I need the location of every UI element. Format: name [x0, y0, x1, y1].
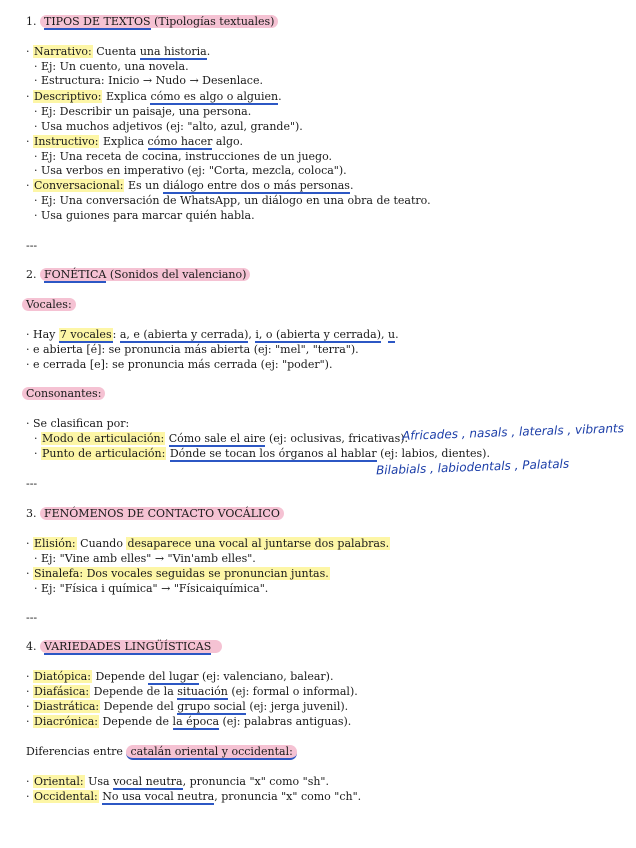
- modo-line: · Modo de articulación: Cómo sale el aire (ej: oclusivas, fricativas).: [34, 432, 409, 445]
- section-title-highlight: [40, 268, 250, 281]
- section-1-heading: [26, 15, 278, 29]
- vocales-line: · Hay 7 vocales: a, e (abierta y cerrada), i, o (abierta y cerrada), u.: [26, 328, 399, 341]
- separator: ---: [26, 239, 38, 252]
- highlighted-phrase: catalán oriental y occidental:: [126, 745, 296, 760]
- diferencias-line: Diferencias entre catalán oriental y occidental:: [26, 745, 297, 759]
- section-number: 1.: [26, 15, 37, 28]
- underlined-phrase: u: [388, 328, 396, 341]
- separator: ---: [26, 611, 38, 624]
- section-title-highlight: [40, 640, 222, 653]
- list-item: · Ej: Una receta de cocina, instrucciones de un juego.: [34, 150, 332, 163]
- diatopica-line: · Diatópica: Depende del lugar (ej: valenciano, balear).: [26, 670, 334, 683]
- underlined-phrase: a, e (abierta y cerrada): [119, 328, 249, 341]
- narrativo-line: · Narrativo: Cuenta una historia.: [26, 45, 211, 58]
- section-title: VARIEDADES LINGÜÍSTICAS: [44, 640, 212, 653]
- narrativo-label: Narrativo:: [34, 45, 92, 58]
- section-title: FONÉTICA: [44, 268, 107, 281]
- section-subtitle: (Tipologías textuales): [154, 15, 275, 28]
- sinalefa-line: · Sinalefa: Dos vocales seguidas se pronuncian juntas.: [26, 567, 329, 580]
- underlined-phrase: situación: [177, 685, 228, 698]
- section-number: 2.: [26, 268, 37, 281]
- modo-label: Modo de articulación:: [42, 432, 165, 445]
- consonantes-heading: Consonantes:: [22, 387, 105, 401]
- punto-line: · Punto de articulación: Dónde se tocan los órganos al hablar (ej: labios, dientes).: [34, 447, 490, 460]
- elision-label: Elisión:: [34, 537, 76, 550]
- section-title-highlight: [40, 507, 284, 520]
- list-item: · Ej: "Física i química" → "Físicaiquímica".: [34, 582, 269, 595]
- list-item: · Ej: Describir un paisaje, una persona.: [34, 105, 252, 118]
- instructivo-label: Instructivo:: [34, 135, 99, 148]
- handwritten-note-modo: Africades , nasals , laterals , vibrants: [401, 421, 625, 443]
- section-number: 3.: [26, 507, 37, 520]
- oriental-line: · Oriental: Usa vocal neutra, pronuncia "x" como "sh".: [26, 775, 329, 788]
- section-2-heading: [26, 268, 250, 282]
- underlined-phrase: cómo es algo o alguien: [150, 90, 279, 103]
- underlined-phrase: diálogo entre dos o más personas: [162, 179, 350, 192]
- underlined-phrase: Dónde se tocan los órganos al hablar: [169, 447, 377, 460]
- section-number: 4.: [26, 640, 37, 653]
- section-title: TIPOS DE TEXTOS: [44, 15, 151, 28]
- diacronica-line: · Diacrónica: Depende de la época (ej: palabras antiguas).: [26, 715, 352, 728]
- underlined-phrase: cómo hacer: [147, 135, 213, 148]
- occidental-line: · Occidental: No usa vocal neutra, pronuncia "x" como "ch".: [26, 790, 362, 803]
- diacronica-label: Diacrónica:: [34, 715, 98, 728]
- handwritten-note-punto: Bilabials , labiodentals , Palatals: [375, 456, 570, 478]
- list-item: · Usa guiones para marcar quién habla.: [34, 209, 255, 222]
- diafasica-label: Diafásica:: [34, 685, 90, 698]
- underlined-phrase: del lugar: [148, 670, 199, 683]
- section-4-heading: [26, 640, 222, 654]
- oriental-label: Oriental:: [34, 775, 84, 788]
- separator: ---: [26, 477, 38, 490]
- descriptivo-label: Descriptivo:: [34, 90, 102, 103]
- descriptivo-line: · Descriptivo: Explica cómo es algo o alguien.: [26, 90, 282, 103]
- conversacional-line: · Conversacional: Es un diálogo entre dos o más personas.: [26, 179, 354, 192]
- section-title: FENÓMENOS DE CONTACTO VOCÁLICO: [44, 507, 280, 520]
- diatopica-label: Diatópica:: [34, 670, 91, 683]
- sinalefa-label: Sinalefa: Dos vocales seguidas se pronuncian juntas.: [34, 567, 329, 580]
- highlighted-phrase: 7 vocales: [59, 328, 112, 341]
- section-subtitle: (Sonidos del valenciano): [109, 268, 247, 281]
- diafasica-line: · Diafásica: Depende de la situación (ej: formal o informal).: [26, 685, 358, 698]
- instructivo-line: · Instructivo: Explica cómo hacer algo.: [26, 135, 243, 148]
- conversacional-label: Conversacional:: [34, 179, 124, 192]
- section-title-highlight: [40, 15, 278, 28]
- list-item: · Ej: Una conversación de WhatsApp, un diálogo en una obra de teatro.: [34, 194, 431, 207]
- underlined-phrase: la época: [172, 715, 220, 728]
- highlighted-phrase: Dos vocales seguidas se pronuncian juntas.: [86, 567, 329, 580]
- underlined-phrase: una historia: [139, 45, 207, 58]
- vocales-heading: Vocales:: [22, 298, 76, 312]
- list-item: · e abierta [é]: se pronuncia más abierta (ej: "mel", "terra").: [26, 343, 359, 356]
- list-item: · Ej: "Vine amb elles" → "Vin'amb elles".: [34, 552, 256, 565]
- list-item: · Ej: Un cuento, una novela.: [34, 60, 189, 73]
- underlined-phrase: No usa vocal neutra: [102, 790, 215, 803]
- highlighted-phrase: desaparece una vocal al juntarse dos palabras.: [127, 537, 390, 550]
- underlined-phrase: Cómo sale el aire: [168, 432, 266, 445]
- list-item: · Estructura: Inicio → Nudo → Desenlace.: [34, 74, 263, 87]
- occidental-label: Occidental:: [34, 790, 98, 803]
- elision-line: · Elisión: Cuando desaparece una vocal al juntarse dos palabras.: [26, 537, 390, 550]
- list-item: · Usa verbos en imperativo (ej: "Corta, mezcla, coloca").: [34, 164, 347, 177]
- diastratica-label: Diastrática:: [34, 700, 100, 713]
- list-item: · e cerrada [e]: se pronuncia más cerrada (ej: "poder").: [26, 358, 333, 371]
- underlined-phrase: i, o (abierta y cerrada): [255, 328, 382, 341]
- diastratica-line: · Diastrática: Depende del grupo social (ej: jerga juvenil).: [26, 700, 349, 713]
- underlined-phrase: vocal neutra: [113, 775, 183, 788]
- punto-label: Punto de articulación:: [42, 447, 166, 460]
- underlined-phrase: grupo social: [177, 700, 246, 713]
- list-item: · Se clasifican por:: [26, 417, 130, 430]
- list-item: · Usa muchos adjetivos (ej: "alto, azul, grande").: [34, 120, 303, 133]
- section-3-heading: [26, 507, 284, 521]
